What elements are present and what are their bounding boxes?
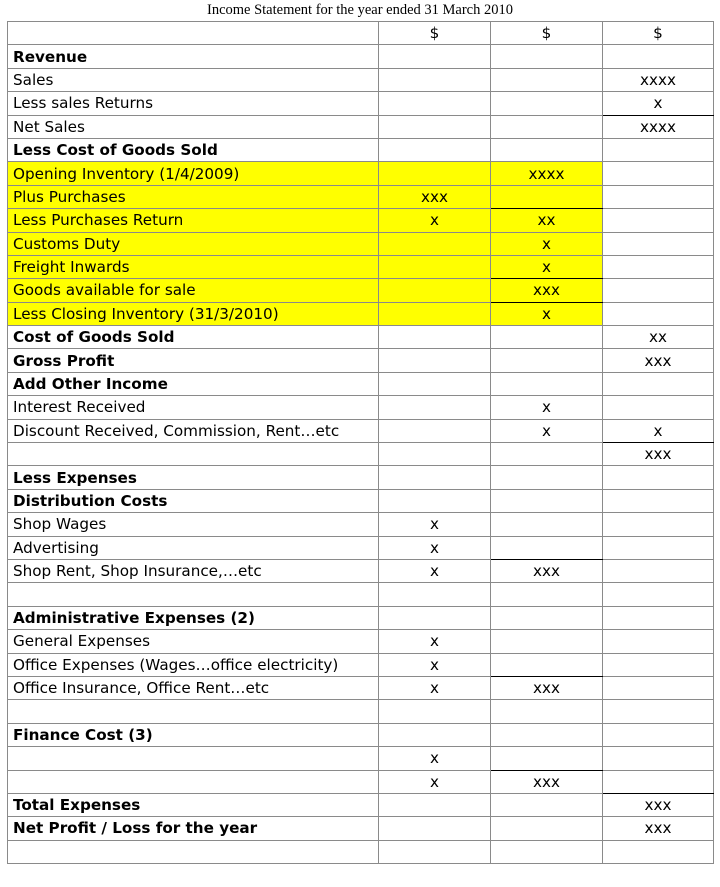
row-label: Office Insurance, Office Rent…etc <box>13 679 270 698</box>
amount-cell-col2 <box>491 793 603 816</box>
row-label-cell <box>8 185 379 208</box>
row-label: Interest Received <box>13 398 146 417</box>
amount-value: x <box>430 211 439 230</box>
amount-cell-col1 <box>379 653 491 676</box>
amount-value: x <box>430 538 439 557</box>
amount-cell-col2 <box>491 396 603 419</box>
row-label: Less Purchases Return <box>13 211 184 230</box>
amount-cell-col2 <box>491 606 603 629</box>
row-label-cell <box>8 793 379 816</box>
amount-cell-col2 <box>491 747 603 770</box>
amount-cell-col1 <box>379 255 491 278</box>
amount-cell-col3 <box>603 349 714 372</box>
row-label: Cost of Goods Sold <box>13 328 175 347</box>
amount-cell-col1 <box>379 185 491 208</box>
amount-cell-col2 <box>491 209 603 232</box>
row-label-cell <box>8 209 379 232</box>
amount-cell-col1 <box>379 817 491 840</box>
amount-value: xxx <box>533 772 560 791</box>
table-row <box>8 255 714 278</box>
amount-cell-col3 <box>603 326 714 349</box>
amount-value: x <box>430 515 439 534</box>
table-row <box>8 723 714 746</box>
table-row <box>8 700 714 723</box>
amount-cell-col1 <box>379 770 491 793</box>
amount-cell-col1 <box>379 630 491 653</box>
amount-cell-col3 <box>603 92 714 115</box>
table-row <box>8 279 714 302</box>
amount-cell-col1 <box>379 559 491 582</box>
amount-value: x <box>430 749 439 768</box>
table-row <box>8 302 714 325</box>
amount-value: x <box>430 632 439 651</box>
table-row <box>8 209 714 232</box>
amount-cell-col1 <box>379 302 491 325</box>
amount-cell-col3 <box>603 302 714 325</box>
amount-cell-col2 <box>491 513 603 536</box>
row-label-cell <box>8 255 379 278</box>
row-label-cell <box>8 583 379 606</box>
amount-cell-col1 <box>379 349 491 372</box>
amount-cell-col1 <box>379 115 491 138</box>
row-label-cell <box>8 559 379 582</box>
amount-cell-col3 <box>603 45 714 68</box>
amount-value: xxx <box>644 445 672 464</box>
amount-cell-col2 <box>491 232 603 255</box>
row-label-cell <box>8 513 379 536</box>
row-label-cell <box>8 138 379 161</box>
row-label-cell <box>8 630 379 653</box>
row-label-cell <box>8 115 379 138</box>
amount-value: xxx <box>644 819 672 838</box>
amount-value: xxxx <box>640 70 676 89</box>
row-label-cell <box>8 349 379 372</box>
header-row <box>8 22 714 45</box>
amount-cell-col3 <box>603 466 714 489</box>
amount-value: x <box>542 421 551 440</box>
amount-cell-col3 <box>603 840 714 863</box>
table-row <box>8 583 714 606</box>
amount-cell-col1 <box>379 372 491 395</box>
table-row <box>8 793 714 816</box>
amount-cell-col1 <box>379 138 491 161</box>
amount-cell-col2 <box>491 770 603 793</box>
header-currency-col1: $ <box>379 22 491 45</box>
amount-cell-col1 <box>379 723 491 746</box>
row-label: Less Cost of Goods Sold <box>13 141 218 160</box>
amount-cell-col2 <box>491 676 603 699</box>
table-row <box>8 536 714 559</box>
amount-cell-col1 <box>379 583 491 606</box>
row-label: Add Other Income <box>13 375 168 394</box>
amount-cell-col3 <box>603 138 714 161</box>
amount-value: xxx <box>644 351 672 370</box>
amount-cell-col3 <box>603 68 714 91</box>
row-label: Shop Rent, Shop Insurance,…etc <box>13 562 262 581</box>
amount-value: x <box>430 679 439 698</box>
row-label-cell <box>8 68 379 91</box>
income-statement-table <box>7 21 714 864</box>
row-label-cell <box>8 302 379 325</box>
amount-cell-col2 <box>491 723 603 746</box>
amount-cell-col2 <box>491 326 603 349</box>
amount-cell-col1 <box>379 443 491 466</box>
amount-cell-col3 <box>603 232 714 255</box>
amount-cell-col3 <box>603 536 714 559</box>
amount-value: xxx <box>533 562 560 581</box>
amount-cell-col3 <box>603 115 714 138</box>
amount-value: x <box>542 304 551 323</box>
amount-cell-col1 <box>379 606 491 629</box>
amount-value: x <box>430 562 439 581</box>
amount-cell-col2 <box>491 185 603 208</box>
amount-cell-col2 <box>491 630 603 653</box>
table-row <box>8 396 714 419</box>
amount-cell-col2 <box>491 45 603 68</box>
table-row <box>8 606 714 629</box>
income-statement-body <box>8 22 714 864</box>
row-label-cell <box>8 700 379 723</box>
table-row <box>8 466 714 489</box>
amount-cell-col2 <box>491 489 603 512</box>
row-label: General Expenses <box>13 632 151 651</box>
amount-cell-col1 <box>379 162 491 185</box>
amount-value: xx <box>649 328 667 347</box>
row-label-cell <box>8 653 379 676</box>
table-row <box>8 115 714 138</box>
amount-cell-col2 <box>491 817 603 840</box>
amount-value: x <box>542 258 551 277</box>
table-row <box>8 372 714 395</box>
table-row <box>8 162 714 185</box>
table-row <box>8 232 714 255</box>
amount-cell-col2 <box>491 279 603 302</box>
amount-cell-col2 <box>491 255 603 278</box>
amount-cell-col3 <box>603 653 714 676</box>
amount-cell-col1 <box>379 747 491 770</box>
table-row <box>8 559 714 582</box>
amount-cell-col3 <box>603 606 714 629</box>
amount-cell-col2 <box>491 700 603 723</box>
table-row <box>8 92 714 115</box>
row-label: Plus Purchases <box>13 187 126 206</box>
table-row <box>8 326 714 349</box>
table-row <box>8 45 714 68</box>
amount-cell-col3 <box>603 279 714 302</box>
row-label: Sales <box>13 70 54 89</box>
table-row <box>8 419 714 442</box>
amount-cell-col2 <box>491 302 603 325</box>
amount-cell-col1 <box>379 68 491 91</box>
amount-cell-col3 <box>603 489 714 512</box>
amount-cell-col3 <box>603 700 714 723</box>
amount-cell-col2 <box>491 466 603 489</box>
amount-cell-col2 <box>491 372 603 395</box>
row-label: Distribution Costs <box>13 492 168 510</box>
table-row <box>8 676 714 699</box>
amount-cell-col2 <box>491 349 603 372</box>
row-label-cell <box>8 45 379 68</box>
row-label-cell <box>8 606 379 629</box>
amount-value: x <box>542 398 551 417</box>
row-label: Shop Wages <box>13 515 107 534</box>
amount-cell-col3 <box>603 770 714 793</box>
amount-cell-col2 <box>491 92 603 115</box>
amount-cell-col1 <box>379 209 491 232</box>
row-label-cell <box>8 396 379 419</box>
table-row <box>8 138 714 161</box>
amount-value: x <box>430 655 439 674</box>
row-label: Revenue <box>13 47 88 66</box>
table-row <box>8 443 714 466</box>
header-label-cell <box>8 22 379 45</box>
amount-cell-col1 <box>379 676 491 699</box>
amount-cell-col3 <box>603 255 714 278</box>
row-label-cell <box>8 466 379 489</box>
row-label: Administrative Expenses (2) <box>13 608 255 627</box>
amount-cell-col3 <box>603 396 714 419</box>
amount-cell-col1 <box>379 489 491 512</box>
amount-cell-col3 <box>603 817 714 840</box>
amount-cell-col3 <box>603 723 714 746</box>
amount-value: x <box>653 421 663 440</box>
amount-cell-col3 <box>603 513 714 536</box>
row-label-cell <box>8 536 379 559</box>
amount-cell-col3 <box>603 443 714 466</box>
row-label: Net Profit / Loss for the year <box>13 819 258 838</box>
amount-value: x <box>653 94 663 113</box>
amount-cell-col1 <box>379 700 491 723</box>
amount-cell-col3 <box>603 747 714 770</box>
amount-cell-col2 <box>491 115 603 138</box>
row-label: Less sales Returns <box>13 94 154 113</box>
table-row <box>8 653 714 676</box>
amount-value: x <box>430 772 439 791</box>
row-label: Less Expenses <box>13 468 137 487</box>
row-label-cell <box>8 770 379 793</box>
row-label-cell <box>8 326 379 349</box>
amount-cell-col1 <box>379 326 491 349</box>
amount-cell-col1 <box>379 840 491 863</box>
row-label-cell <box>8 162 379 185</box>
amount-value: xxx <box>644 796 672 815</box>
row-label-cell <box>8 372 379 395</box>
row-label: Finance Cost (3) <box>13 725 153 744</box>
amount-cell-col2 <box>491 68 603 91</box>
row-label: Freight Inwards <box>13 258 130 277</box>
row-label-cell <box>8 676 379 699</box>
amount-cell-col3 <box>603 419 714 442</box>
amount-cell-col1 <box>379 92 491 115</box>
row-label-cell <box>8 419 379 442</box>
amount-cell-col1 <box>379 536 491 559</box>
amount-cell-col1 <box>379 419 491 442</box>
row-label: Customs Duty <box>13 234 121 253</box>
row-label-cell <box>8 747 379 770</box>
row-label-cell <box>8 840 379 863</box>
amount-cell-col3 <box>603 583 714 606</box>
amount-cell-col3 <box>603 185 714 208</box>
row-label: Gross Profit <box>13 351 115 370</box>
row-label-cell <box>8 723 379 746</box>
amount-cell-col2 <box>491 443 603 466</box>
amount-cell-col3 <box>603 793 714 816</box>
row-label: Opening Inventory (1/4/2009) <box>13 164 240 183</box>
amount-cell-col3 <box>603 630 714 653</box>
row-label: Less Closing Inventory (31/3/2010) <box>13 304 279 323</box>
table-row <box>8 817 714 840</box>
document-title: Income Statement for the year ended 31 March 2010 <box>206 2 513 18</box>
amount-cell-col1 <box>379 513 491 536</box>
amount-value: xxx <box>421 187 448 206</box>
amount-cell-col1 <box>379 279 491 302</box>
row-label: Discount Received, Commission, Rent…etc <box>13 421 340 440</box>
amount-cell-col3 <box>603 209 714 232</box>
amount-cell-col2 <box>491 536 603 559</box>
amount-cell-col2 <box>491 419 603 442</box>
amount-cell-col2 <box>491 138 603 161</box>
amount-value: x <box>542 234 551 253</box>
amount-cell-col2 <box>491 653 603 676</box>
row-label: Goods available for sale <box>13 281 196 300</box>
row-label: Office Expenses (Wages…office electricity) <box>13 655 339 674</box>
row-label-cell <box>8 279 379 302</box>
amount-cell-col1 <box>379 793 491 816</box>
table-row <box>8 747 714 770</box>
header-currency-col3: $ <box>603 22 714 45</box>
amount-cell-col1 <box>379 466 491 489</box>
amount-cell-col2 <box>491 840 603 863</box>
amount-cell-col2 <box>491 583 603 606</box>
table-row <box>8 489 714 512</box>
table-row <box>8 770 714 793</box>
amount-cell-col1 <box>379 232 491 255</box>
row-label-cell <box>8 92 379 115</box>
row-label-cell <box>8 232 379 255</box>
table-row <box>8 185 714 208</box>
row-label: Net Sales <box>13 117 85 136</box>
amount-value: xxx <box>533 679 560 698</box>
amount-cell-col1 <box>379 45 491 68</box>
amount-value: xxxx <box>528 164 565 183</box>
table-row <box>8 68 714 91</box>
row-label-cell <box>8 817 379 840</box>
amount-cell-col3 <box>603 162 714 185</box>
amount-cell-col2 <box>491 162 603 185</box>
table-row <box>8 349 714 372</box>
amount-value: xx <box>537 211 556 230</box>
header-currency-col2: $ <box>491 22 603 45</box>
table-row <box>8 630 714 653</box>
row-label-cell <box>8 489 379 512</box>
amount-value: xxxx <box>640 117 676 136</box>
amount-cell-col3 <box>603 372 714 395</box>
amount-cell-col2 <box>491 559 603 582</box>
amount-value: xxx <box>533 281 560 300</box>
amount-cell-col3 <box>603 676 714 699</box>
amount-cell-col1 <box>379 396 491 419</box>
table-row <box>8 840 714 863</box>
row-label: Advertising <box>13 538 99 557</box>
table-row <box>8 513 714 536</box>
amount-cell-col3 <box>603 559 714 582</box>
row-label-cell <box>8 443 379 466</box>
row-label: Total Expenses <box>13 796 141 815</box>
